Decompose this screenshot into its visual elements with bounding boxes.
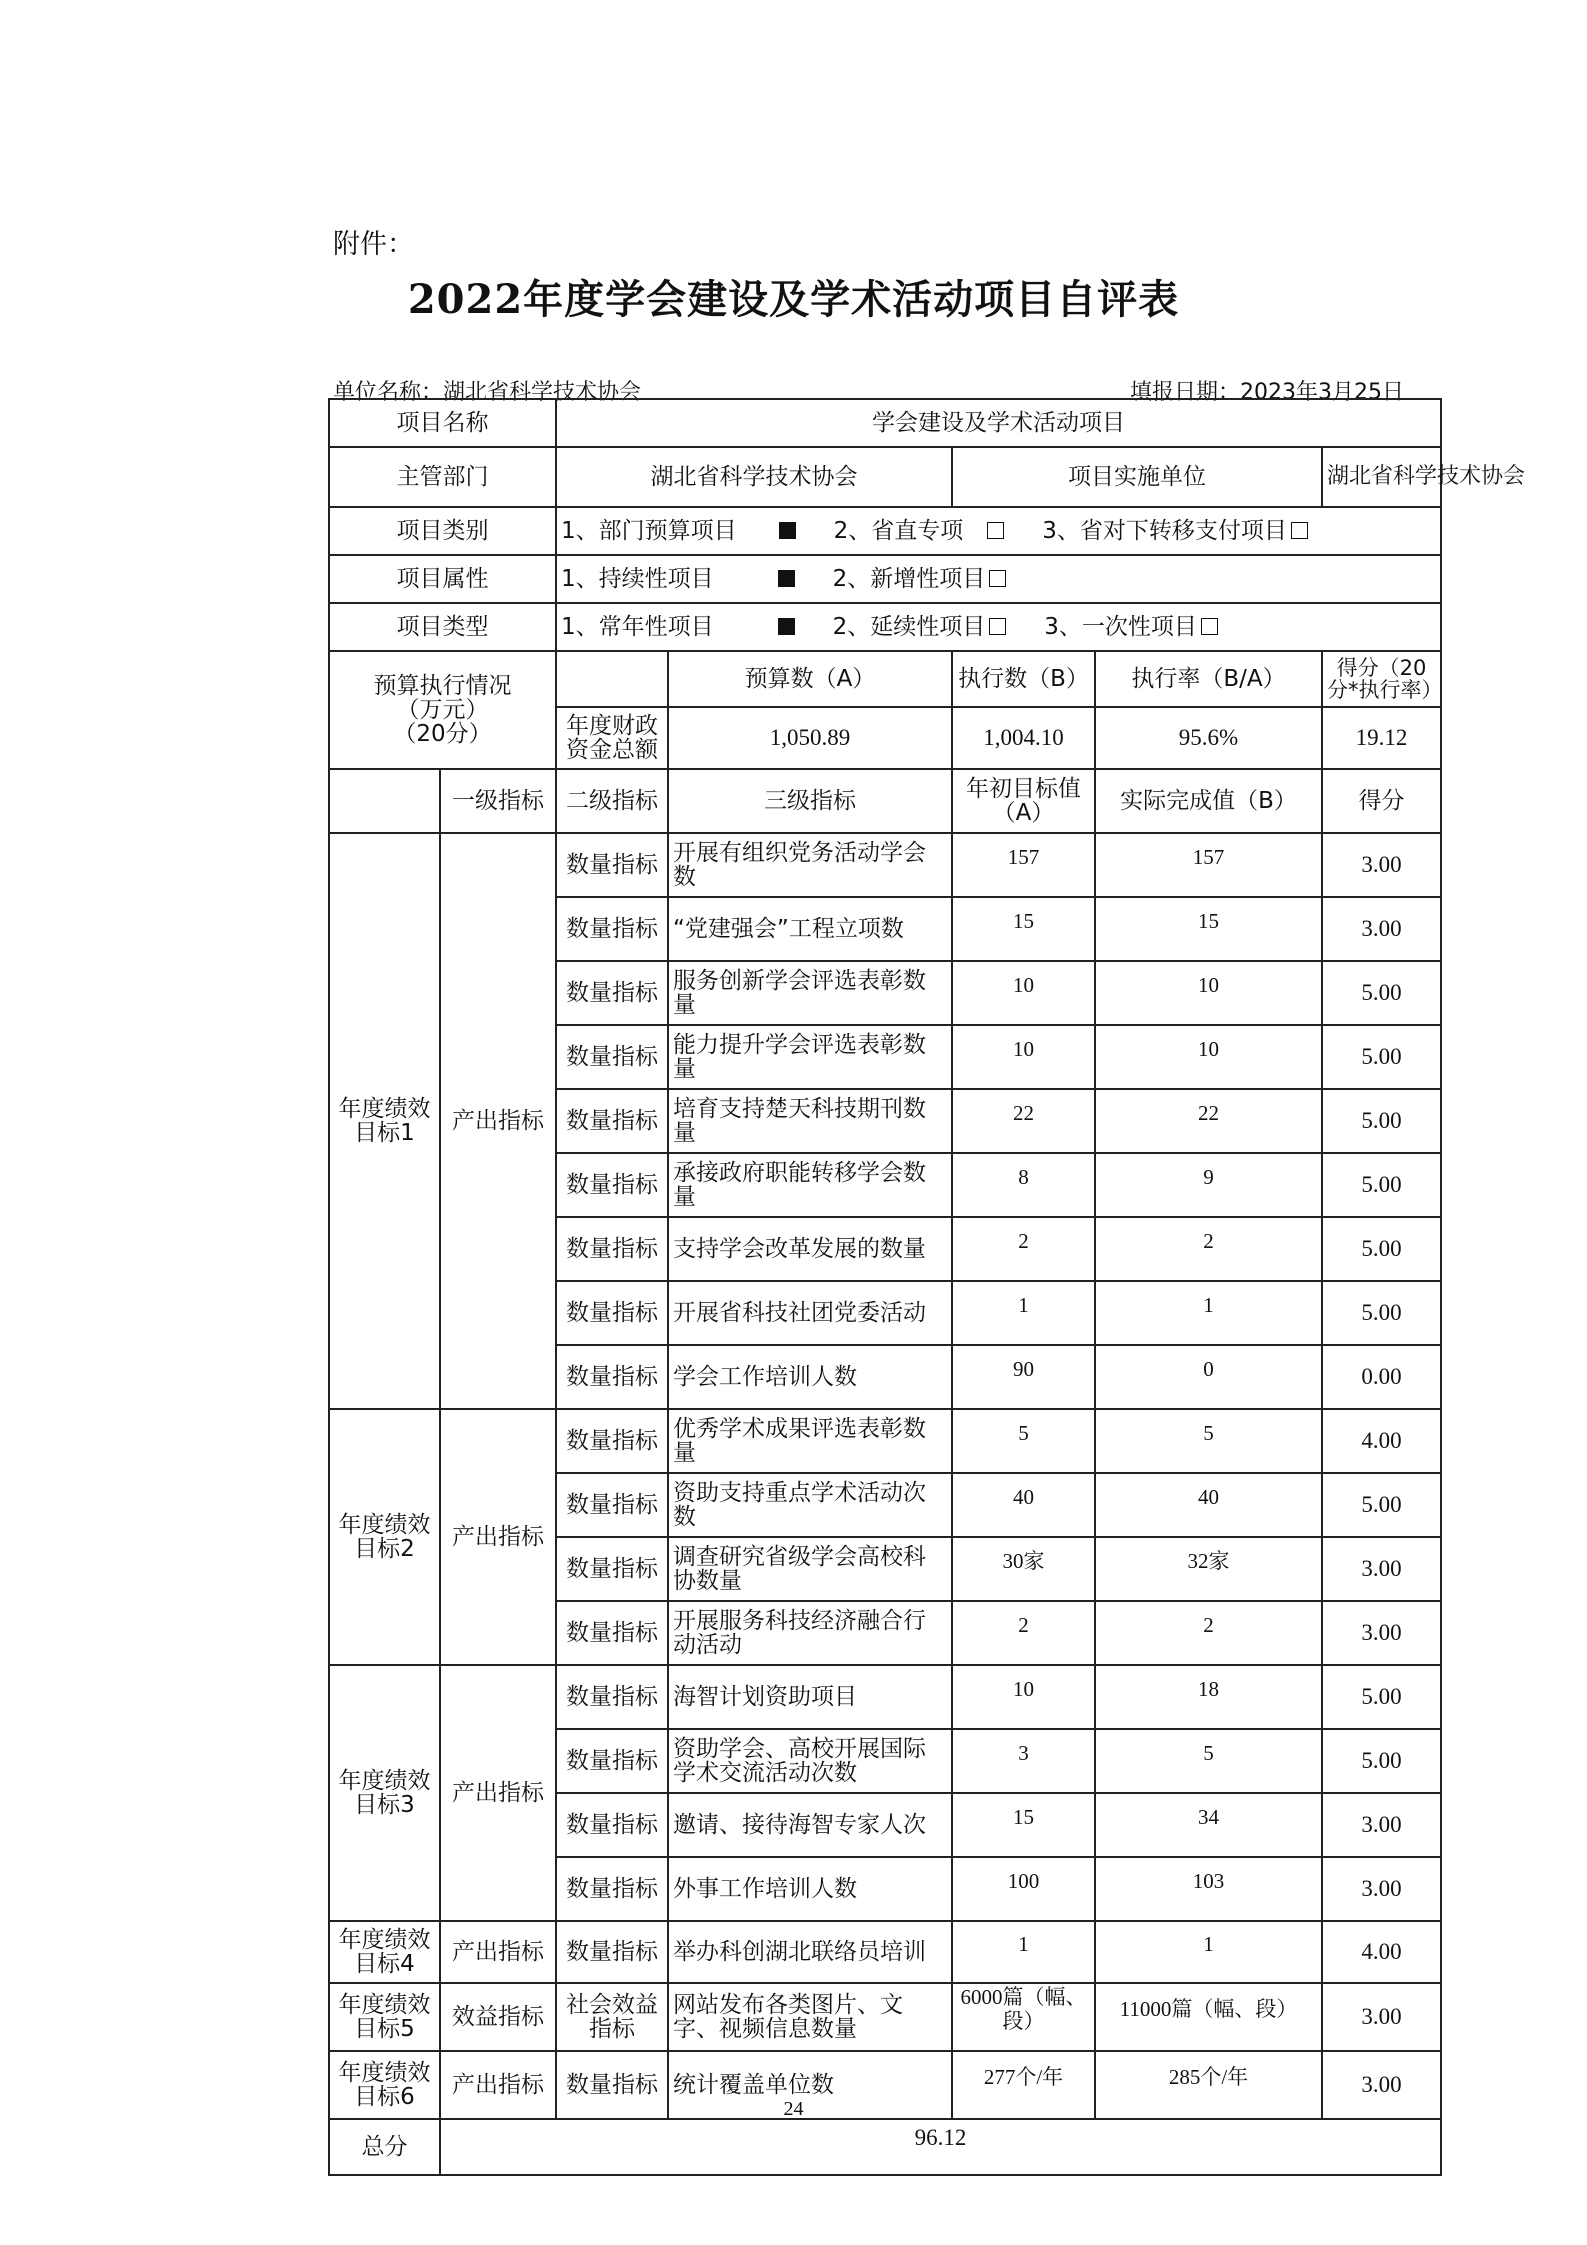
page-title: 2022年度学会建设及学术活动项目自评表	[407, 276, 1180, 323]
exec-value: 1,004.10	[952, 707, 1095, 769]
cell-actual	[1095, 961, 1322, 1025]
row-dept	[329, 447, 1441, 507]
goal-name: 年度绩效目标4	[329, 1921, 440, 1983]
cell-actual	[1095, 1537, 1322, 1601]
cell-l3: 承接政府职能转移学会数量	[668, 1153, 952, 1217]
goal-name: 年度绩效目标3	[329, 1665, 440, 1921]
cell-score: 5.00	[1322, 961, 1441, 1025]
attribute-options	[556, 555, 1441, 603]
cell-actual	[1095, 1921, 1322, 1983]
cell-actual	[1095, 1473, 1322, 1537]
cell-actual-value: 157	[1192, 844, 1225, 869]
budget-score-value: 19.12	[1322, 707, 1441, 769]
cell-target-value: 30家	[1002, 1548, 1045, 1573]
cell-target-value: 90	[1013, 1356, 1034, 1381]
cell-score: 5.00	[1322, 1473, 1441, 1537]
cell-score: 3.00	[1322, 833, 1441, 897]
cell-target-value: 8	[1018, 1164, 1029, 1189]
cell-l2: 数量指标	[556, 1025, 668, 1089]
table-row	[329, 1921, 1441, 1983]
goal-l1: 产出指标	[440, 1665, 556, 1921]
cell-l2: 数量指标	[556, 1921, 668, 1983]
goal-name: 年度绩效目标2	[329, 1409, 440, 1665]
unchecked-box-icon	[987, 522, 1004, 539]
cell-actual	[1095, 1089, 1322, 1153]
cell-l3: 举办科创湖北联络员培训	[668, 1921, 952, 1983]
cell-score: 5.00	[1322, 1217, 1441, 1281]
checked-box-icon	[778, 618, 795, 635]
cell-actual-value: 10	[1198, 972, 1219, 997]
cell-score: 3.00	[1322, 2051, 1441, 2119]
cell-score: 3.00	[1322, 1793, 1441, 1857]
cell-actual	[1095, 897, 1322, 961]
cell-score: 4.00	[1322, 1409, 1441, 1473]
budget-label-line2: （万元）	[396, 696, 489, 723]
cell-score: 5.00	[1322, 1025, 1441, 1089]
cell-l3: 服务创新学会评选表彰数量	[668, 961, 952, 1025]
cell-l3: 能力提升学会评选表彰数量	[668, 1025, 952, 1089]
cell-l2: 数量指标	[556, 1537, 668, 1601]
budget-empty	[556, 651, 668, 707]
cell-actual	[1095, 1153, 1322, 1217]
category-opt1: 1、部门预算项目	[561, 517, 737, 544]
cell-l2: 数量指标	[556, 1665, 668, 1729]
cell-actual-value: 2	[1203, 1228, 1214, 1253]
cell-l2: 数量指标	[556, 1281, 668, 1345]
cell-l3: 海智计划资助项目	[668, 1665, 952, 1729]
cell-l2: 数量指标	[556, 2051, 668, 2119]
unit-name: 单位名称：湖北省科学技术协会	[333, 380, 642, 405]
header-target: 年初目标值（A）	[952, 769, 1095, 833]
cell-actual	[1095, 1281, 1322, 1345]
goal-l1: 产出指标	[440, 1409, 556, 1665]
cell-target	[952, 1345, 1095, 1409]
budget-label	[329, 651, 556, 769]
cell-l2: 数量指标	[556, 1409, 668, 1473]
goal-name: 年度绩效目标1	[329, 833, 440, 1409]
cell-actual	[1095, 1217, 1322, 1281]
impl-value: 湖北省科学技术协会	[1322, 447, 1441, 507]
cell-l2: 数量指标	[556, 1473, 668, 1537]
cell-target	[952, 1217, 1095, 1281]
cell-target-value: 15	[1013, 908, 1034, 933]
row-category	[329, 507, 1441, 555]
category-opt2: 2、省直专项	[833, 517, 964, 544]
cell-target-value: 1	[1018, 1292, 1029, 1317]
project-name-value: 学会建设及学术活动项目	[556, 399, 1441, 447]
ptype-label: 项目类型	[329, 603, 556, 651]
cell-target-value: 2	[1018, 1228, 1029, 1253]
header-actual: 实际完成值（B）	[1095, 769, 1322, 833]
row-project-name	[329, 399, 1441, 447]
table-row	[329, 833, 1441, 897]
cell-l2: 数量指标	[556, 1345, 668, 1409]
cell-actual-value: 285个/年	[1168, 2064, 1249, 2089]
cell-l3: 网站发布各类图片、文字、视频信息数量	[668, 1983, 952, 2051]
table-row	[329, 1983, 1441, 2051]
attribute-opt2: 2、新增性项目	[832, 565, 986, 592]
total-value: 96.12	[440, 2119, 1441, 2175]
cell-actual-value: 1	[1203, 1931, 1214, 1956]
cell-score: 0.00	[1322, 1345, 1441, 1409]
cell-actual-value: 15	[1198, 908, 1219, 933]
project-name-label: 项目名称	[329, 399, 556, 447]
cell-target-value: 157	[1007, 844, 1040, 869]
page-number: 24	[783, 2098, 804, 2120]
cell-l3: 统计覆盖单位数	[668, 2051, 952, 2119]
cell-target	[952, 1025, 1095, 1089]
cell-target-value: 40	[1013, 1484, 1034, 1509]
evaluation-table	[328, 398, 1526, 2176]
table-row	[329, 1409, 1441, 1473]
cell-actual	[1095, 1729, 1322, 1793]
cell-actual	[1095, 1345, 1322, 1409]
ptype-opt3: 3、一次性项目	[1044, 613, 1197, 640]
budget-header-rate: 执行率（B/A）	[1095, 651, 1322, 707]
cell-score: 3.00	[1322, 1983, 1441, 2051]
cell-l2: 数量指标	[556, 1729, 668, 1793]
cell-score: 5.00	[1322, 1281, 1441, 1345]
dept-value: 湖北省科学技术协会	[556, 447, 952, 507]
cell-l3: 开展省科技社团党委活动	[668, 1281, 952, 1345]
cell-l2: 数量指标	[556, 961, 668, 1025]
cell-target-value: 3	[1018, 1740, 1029, 1765]
header-l1: 一级指标	[440, 769, 556, 833]
category-opt3: 3、省对下转移支付项目	[1042, 517, 1287, 544]
cell-actual	[1095, 1857, 1322, 1921]
cell-target	[952, 1983, 1095, 2051]
cell-actual-value: 34	[1198, 1804, 1219, 1829]
rate-value: 95.6%	[1095, 707, 1322, 769]
cell-l3: “党建强会”工程立项数	[668, 897, 952, 961]
cell-l3: 开展有组织党务活动学会数	[668, 833, 952, 897]
cell-actual-value: 5	[1203, 1420, 1214, 1445]
unchecked-box-icon	[1291, 522, 1308, 539]
cell-target	[952, 1921, 1095, 1983]
attachment-label: 附件：	[333, 229, 414, 260]
row-total	[329, 2119, 1441, 2175]
cell-l3: 外事工作培训人数	[668, 1857, 952, 1921]
cell-actual	[1095, 1409, 1322, 1473]
attribute-opt1: 1、持续性项目	[561, 565, 714, 592]
goal-name: 年度绩效目标5	[329, 1983, 440, 2051]
cell-l3: 开展服务科技经济融合行动活动	[668, 1601, 952, 1665]
header-l3: 三级指标	[668, 769, 952, 833]
cell-l3: 邀请、接待海智专家人次	[668, 1793, 952, 1857]
cell-score: 3.00	[1322, 1537, 1441, 1601]
cell-score: 5.00	[1322, 1089, 1441, 1153]
ptype-opt1: 1、常年性项目	[561, 613, 714, 640]
cell-target	[952, 1601, 1095, 1665]
cell-score: 5.00	[1322, 1729, 1441, 1793]
cell-actual	[1095, 1665, 1322, 1729]
cell-score: 3.00	[1322, 1857, 1441, 1921]
cell-actual-value: 9	[1203, 1164, 1214, 1189]
cell-actual-value: 11000篇（幅、段）	[1119, 1996, 1298, 2021]
unchecked-box-icon	[1201, 618, 1218, 635]
cell-target	[952, 897, 1095, 961]
attribute-label: 项目属性	[329, 555, 556, 603]
budget-header-a: 预算数（A）	[668, 651, 952, 707]
cell-l2: 社会效益指标	[556, 1983, 668, 2051]
cell-target	[952, 1729, 1095, 1793]
cell-l2: 数量指标	[556, 1857, 668, 1921]
cell-actual-value: 32家	[1187, 1548, 1230, 1573]
category-label: 项目类别	[329, 507, 556, 555]
cell-l2: 数量指标	[556, 1217, 668, 1281]
cell-actual-value: 10	[1198, 1036, 1219, 1061]
row-indicator-headers	[329, 769, 1441, 833]
cell-l3: 学会工作培训人数	[668, 1345, 952, 1409]
cell-actual-value: 22	[1198, 1100, 1219, 1125]
goal-name: 年度绩效目标6	[329, 2051, 440, 2119]
unchecked-box-icon	[989, 570, 1006, 587]
dept-label: 主管部门	[329, 447, 556, 507]
cell-score: 5.00	[1322, 1153, 1441, 1217]
cell-actual-value: 2	[1203, 1612, 1214, 1637]
cell-target	[952, 1153, 1095, 1217]
unchecked-box-icon	[989, 618, 1006, 635]
cell-target	[952, 1665, 1095, 1729]
cell-target	[952, 961, 1095, 1025]
cell-l2: 数量指标	[556, 1089, 668, 1153]
cell-score: 3.00	[1322, 897, 1441, 961]
header-l2: 二级指标	[556, 769, 668, 833]
cell-l2: 数量指标	[556, 833, 668, 897]
row-attribute	[329, 555, 1441, 603]
cell-target	[952, 1793, 1095, 1857]
goal-l1: 产出指标	[440, 833, 556, 1409]
cell-l3: 资助学会、高校开展国际学术交流活动次数	[668, 1729, 952, 1793]
cell-l2: 数量指标	[556, 897, 668, 961]
checked-box-icon	[779, 522, 796, 539]
cell-l3: 优秀学术成果评选表彰数量	[668, 1409, 952, 1473]
cell-l2: 数量指标	[556, 1601, 668, 1665]
cell-actual-value: 18	[1198, 1676, 1219, 1701]
ptype-options	[556, 603, 1441, 651]
cell-actual	[1095, 1601, 1322, 1665]
cell-actual	[1095, 1983, 1322, 2051]
cell-l3: 资助支持重点学术活动次数	[668, 1473, 952, 1537]
cell-target	[952, 1537, 1095, 1601]
cell-target-value: 2	[1018, 1612, 1029, 1637]
header-score: 得分	[1322, 769, 1441, 833]
cell-target	[952, 833, 1095, 897]
cell-l2: 数量指标	[556, 1153, 668, 1217]
cell-l3: 培育支持楚天科技期刊数量	[668, 1089, 952, 1153]
cell-target-value: 277个/年	[983, 2064, 1064, 2089]
cell-actual-value: 5	[1203, 1740, 1214, 1765]
cell-target	[952, 1409, 1095, 1473]
goal-l1: 产出指标	[440, 1921, 556, 1983]
header-empty	[329, 769, 440, 833]
cell-target	[952, 1473, 1095, 1537]
cell-target-value: 1	[1018, 1931, 1029, 1956]
cell-target-value: 6000篇（幅、段）	[960, 1984, 1087, 2033]
cell-score: 4.00	[1322, 1921, 1441, 1983]
budget-label-line1: 预算执行情况	[373, 672, 512, 699]
cell-actual	[1095, 1793, 1322, 1857]
goal-l1: 产出指标	[440, 2051, 556, 2119]
row-budget-header	[329, 651, 1441, 707]
budget-label-line3: （20分）	[393, 721, 492, 748]
cell-actual-value: 40	[1198, 1484, 1219, 1509]
cell-target-value: 22	[1013, 1100, 1034, 1125]
cell-l3: 调查研究省级学会高校科协数量	[668, 1537, 952, 1601]
cell-actual-value: 0	[1203, 1356, 1214, 1381]
goal-l1: 效益指标	[440, 1983, 556, 2051]
fill-date: 填报日期：2023年3月25日	[1130, 380, 1404, 405]
cell-target-value: 10	[1013, 1676, 1034, 1701]
table-row	[329, 1665, 1441, 1729]
budget-header-b: 执行数（B）	[952, 651, 1095, 707]
cell-score: 3.00	[1322, 1601, 1441, 1665]
budget-header-score: 得分（20分*执行率）	[1322, 651, 1441, 707]
total-label: 总分	[329, 2119, 440, 2175]
budget-value: 1,050.89	[668, 707, 952, 769]
cell-score: 5.00	[1322, 1665, 1441, 1729]
budget-row-label: 年度财政资金总额	[556, 707, 668, 769]
category-options	[556, 507, 1441, 555]
cell-l2: 数量指标	[556, 1793, 668, 1857]
ptype-opt2: 2、延续性项目	[832, 613, 986, 640]
cell-actual-value: 1	[1203, 1292, 1214, 1317]
impl-label: 项目实施单位	[952, 447, 1322, 507]
row-ptype	[329, 603, 1441, 651]
cell-target	[952, 1089, 1095, 1153]
cell-target-value: 100	[1007, 1868, 1040, 1893]
cell-target-value: 10	[1013, 1036, 1034, 1061]
cell-actual-value: 103	[1192, 1868, 1225, 1893]
cell-actual	[1095, 1025, 1322, 1089]
cell-l3: 支持学会改革发展的数量	[668, 1217, 952, 1281]
cell-target-value: 15	[1013, 1804, 1034, 1829]
cell-actual	[1095, 833, 1322, 897]
cell-target	[952, 1857, 1095, 1921]
cell-target-value: 5	[1018, 1420, 1029, 1445]
cell-target-value: 10	[1013, 972, 1034, 997]
cell-target	[952, 1281, 1095, 1345]
checked-box-icon	[778, 570, 795, 587]
